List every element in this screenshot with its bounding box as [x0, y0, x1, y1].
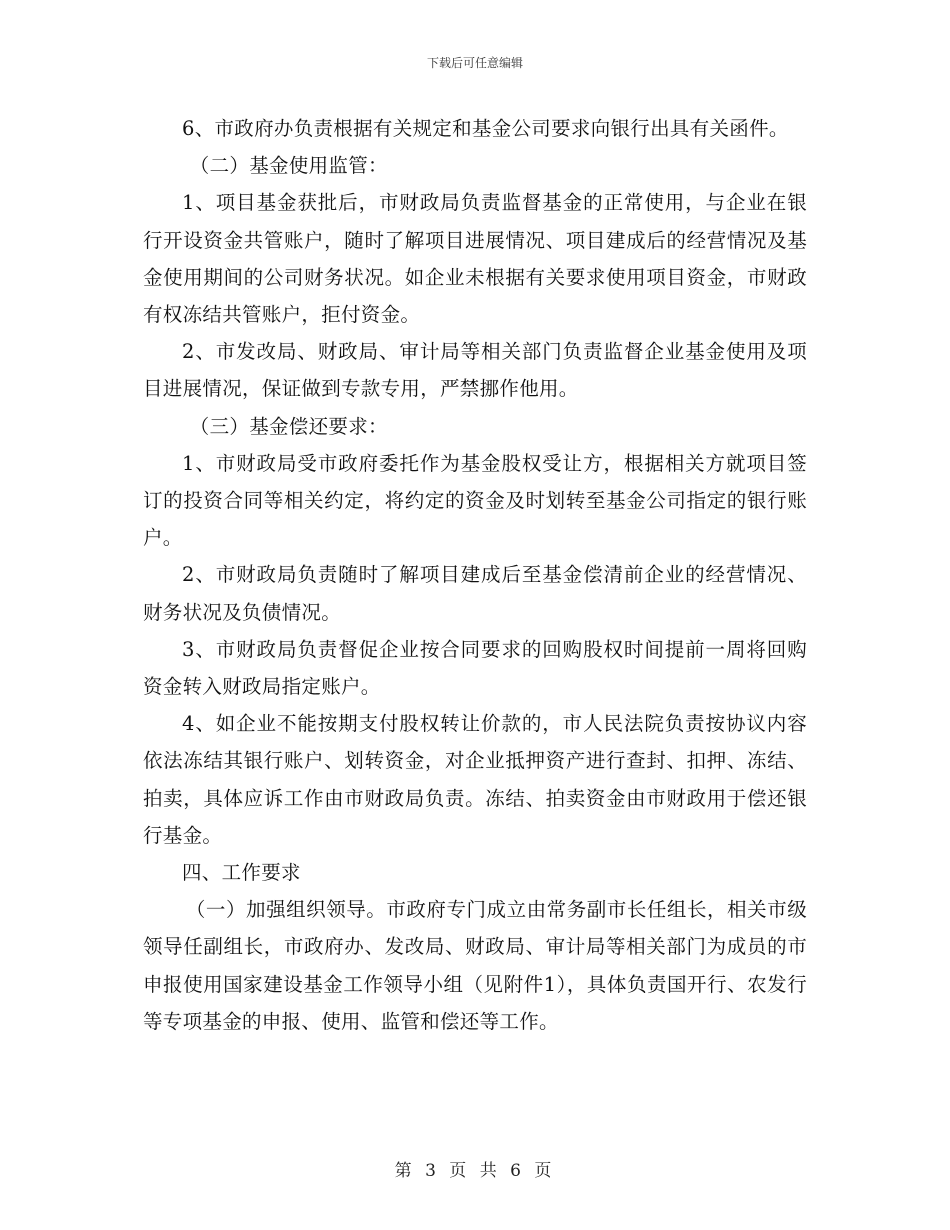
- paragraph-7: 2、市财政局负责随时了解项目建成后至基金偿清前企业的经营情况、财务状况及负债情况。: [143, 563, 807, 624]
- paragraph-6: 1、市财政局受市政府委托作为基金股权受让方，根据相关方就项目签订的投资合同等相关约定，将约定的资金及时划转至基金公司指定的银行账户。: [143, 451, 807, 550]
- paragraph-11: （一）加强组织领导。市政府专门成立由常务副市长任组长，相关市级领导任副组长，市政府办、发改局、财政局、审计局等相关部门为成员的市申报使用国家建设基金工作领导小组（见附件1），具体负责国开行、农发行等专项基金的申报、使用、监管和偿还等工作。: [143, 898, 807, 1033]
- document-body: [143, 110, 807, 1040]
- paragraph-9: 4、如企业不能按期支付股权转让价款的，市人民法院负责按协议内容依法冻结其银行账户、划转资金，对企业抵押资产进行查封、扣押、冻结、拍卖，具体应诉工作由市财政局负责。冻结、拍卖资金由市财政用于偿还银行基金。: [143, 712, 807, 847]
- section-heading-2: （二）基金使用监管：: [189, 154, 388, 178]
- paragraph-4: 2、市发改局、财政局、审计局等相关部门负责监督企业基金使用及项目进展情况，保证做到专款专用，严禁挪作他用。: [143, 340, 807, 401]
- page-header: 下载后可任意编辑: [426, 56, 523, 70]
- paragraph-8: 3、市财政局负责督促企业按合同要求的回购股权时间提前一周将回购资金转入财政局指定账户。: [143, 637, 807, 699]
- paragraph-3: 1、项目基金获批后，市财政局负责监督基金的正常使用，与企业在银行开设资金共管账户，随时了解项目进展情况、项目建成后的经营情况及基金使用期间的公司财务状况。如企业未根据有关要求使用项目资金，市财政有权冻结共管账户，拒付资金。: [143, 191, 807, 327]
- section-heading-3: （三）基金偿还要求：: [189, 414, 388, 438]
- section-heading-4: 四、工作要求: [182, 861, 301, 885]
- paragraph-1: 6、市政府办负责根据有关规定和基金公司要求向银行出具有关函件。: [182, 117, 789, 140]
- page-footer: 第 3 页 共 6 页: [394, 1161, 556, 1181]
